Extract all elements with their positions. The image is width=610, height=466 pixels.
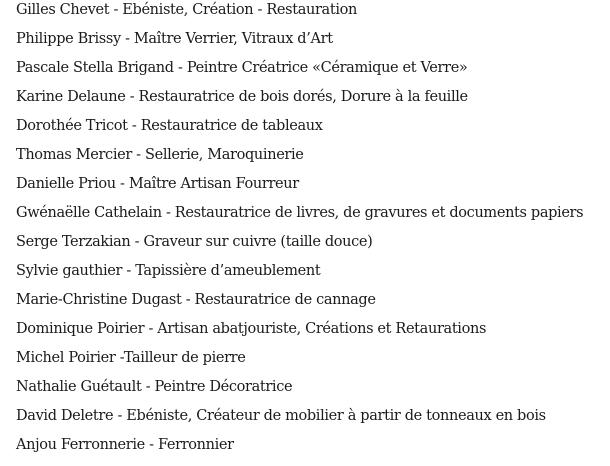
artisan-name: Serge Terzakian [16, 234, 131, 250]
artisan-role: Ebéniste, Créateur de mobilier à partir de tonneaux en bois [126, 408, 546, 424]
artisan-name: Pascale Stella Brigand [16, 60, 174, 76]
list-item [16, 435, 583, 464]
list-item [16, 0, 583, 29]
artisan-name: Karine Delaune [16, 89, 126, 105]
artisan-role: Peintre Décoratrice [154, 379, 293, 395]
separator: - [109, 2, 123, 18]
artisan-name: Marie-Christine Dugast [16, 292, 182, 308]
artisan-name: Anjou Ferronnerie [16, 437, 145, 453]
separator: - [115, 350, 124, 366]
artisan-role: Restauratrice de livres, de gravures et documents papiers [174, 205, 584, 221]
artisan-name: Danielle Priou [16, 176, 116, 192]
list-item [16, 319, 583, 348]
list-item [16, 58, 583, 87]
separator: - [181, 292, 195, 308]
list-item [16, 232, 583, 261]
separator: - [144, 437, 158, 453]
artisan-name: Gilles Chevet [16, 2, 110, 18]
artisan-name: Michel Poirier [16, 350, 116, 366]
list-item [16, 261, 583, 290]
list-item [16, 406, 583, 435]
artisan-role: Ebéniste, Création - Restauration [122, 2, 357, 18]
list-item [16, 377, 583, 406]
separator: - [125, 89, 139, 105]
artisan-name: Thomas Mercier [16, 147, 132, 163]
artisan-role: Tailleur de pierre [123, 350, 246, 366]
artisan-role: Restauratrice de cannage [194, 292, 376, 308]
separator: - [120, 31, 134, 47]
list-item [16, 145, 583, 174]
artisan-role: Artisan abatjouriste, Créations et Retaurations [157, 321, 487, 337]
artisan-role: Tapissière d’ameublement [135, 263, 321, 279]
artisan-name: Gwénaëlle Cathelain [16, 205, 162, 221]
artisan-name: Dominique Poirier [16, 321, 145, 337]
list-item [16, 290, 583, 319]
separator: - [144, 321, 158, 337]
separator: - [113, 408, 127, 424]
list-item [16, 87, 583, 116]
separator: - [141, 379, 155, 395]
artisan-role: Ferronnier [157, 437, 234, 453]
list-item [16, 29, 583, 58]
artisan-list [16, 0, 583, 464]
list-item [16, 348, 583, 377]
separator: - [131, 147, 145, 163]
separator: - [127, 118, 141, 134]
list-item [16, 116, 583, 145]
separator: - [115, 176, 129, 192]
separator: - [161, 205, 175, 221]
artisan-name: Dorothée Tricot [16, 118, 128, 134]
artisan-role: Restauratrice de bois dorés, Dorure à la feuille [138, 89, 468, 105]
artisan-name: Nathalie Guétault [16, 379, 142, 395]
separator: - [122, 263, 136, 279]
artisan-role: Sellerie, Maroquinerie [145, 147, 304, 163]
artisan-name: Philippe Brissy [16, 31, 121, 47]
artisan-role: Maître Verrier, Vitraux d’Art [133, 31, 333, 47]
list-item [16, 174, 583, 203]
separator: - [130, 234, 144, 250]
artisan-name: David Deletre [16, 408, 114, 424]
separator: - [173, 60, 187, 76]
artisan-role: Peintre Créatrice «Céramique et Verre» [186, 60, 468, 76]
artisan-role: Restauratrice de tableaux [140, 118, 323, 134]
artisan-role: Graveur sur cuivre (taille douce) [143, 234, 373, 250]
artisan-name: Sylvie gauthier [16, 263, 123, 279]
artisan-role: Maître Artisan Fourreur [128, 176, 299, 192]
list-item [16, 203, 583, 232]
